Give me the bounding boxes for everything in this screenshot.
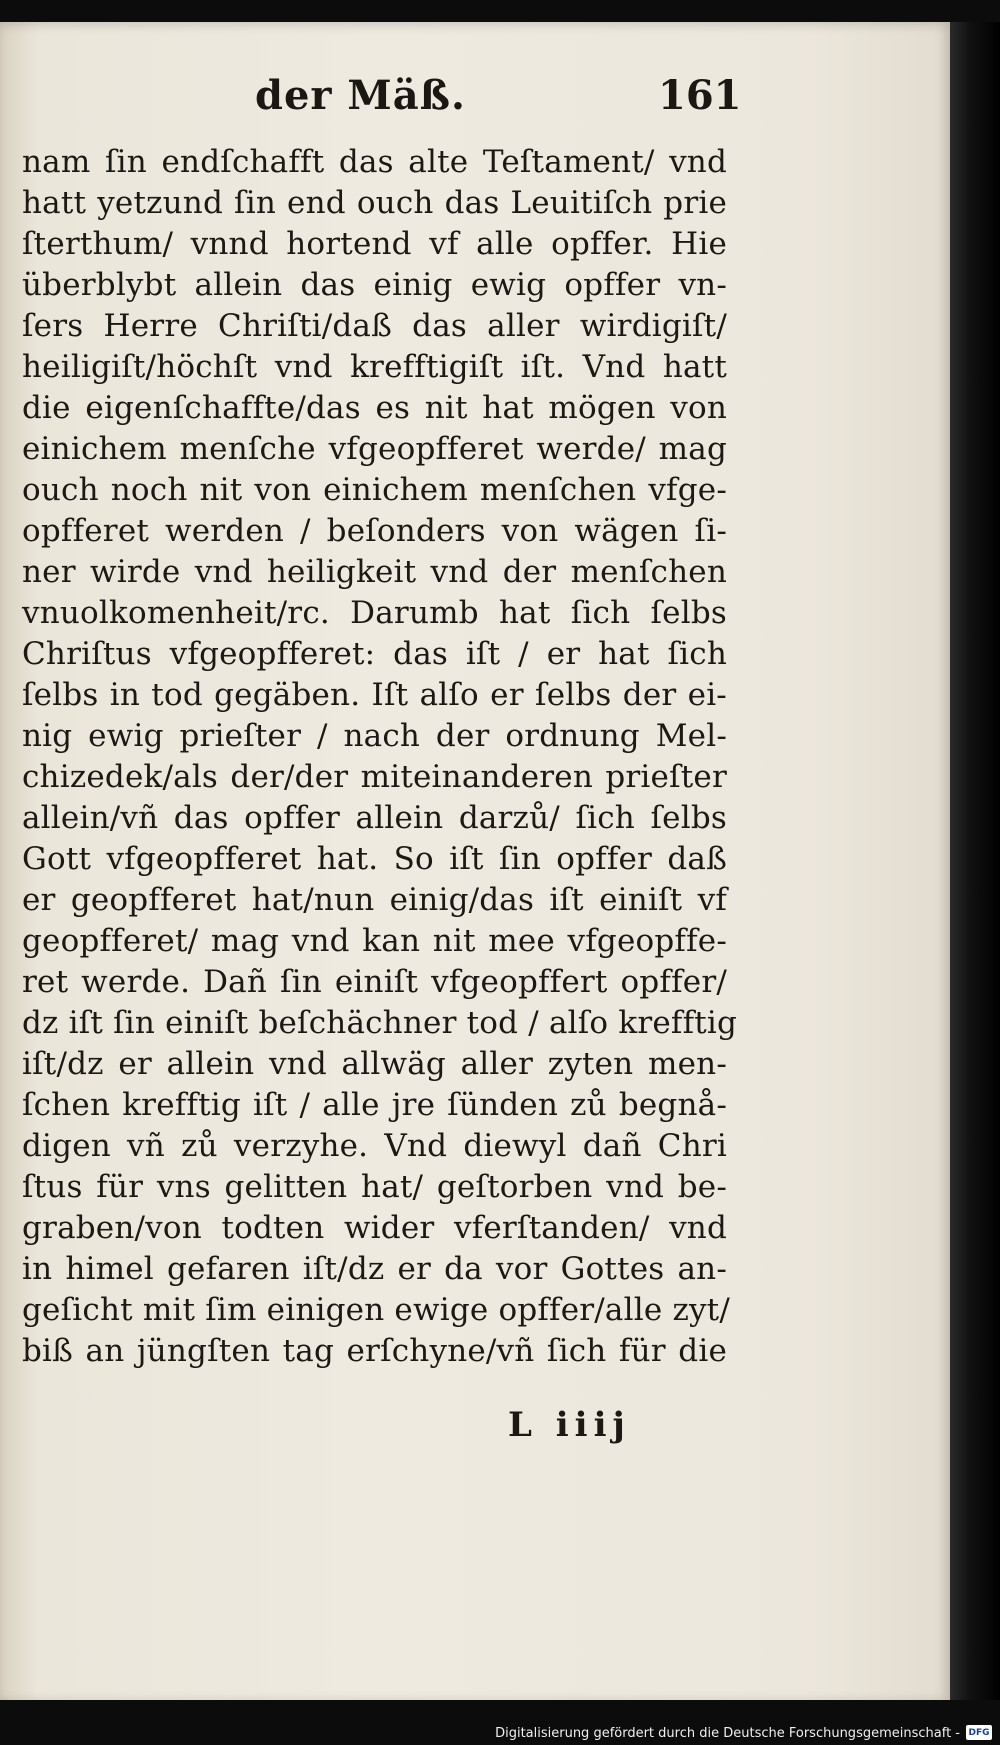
body-text — [22, 142, 738, 1372]
page-edge-shadow — [950, 22, 1000, 1700]
dfg-logo-text: DFG — [968, 1727, 990, 1738]
text-line: ſtus für vns gelitten hat/ geſtorben vnd be- — [22, 1169, 727, 1205]
text-line: allein/vñ das opffer allein darzů/ ſich ſelbs — [22, 800, 727, 836]
text-line: ſers Herre Chriſti/daß das aller wirdigiſt/ — [22, 308, 727, 344]
page-header — [0, 72, 950, 132]
page-number: 161 — [658, 72, 742, 119]
text-line: nam ſin endſchafft das alte Teſtament/ vnd — [22, 144, 727, 180]
text-line: geopfferet/ mag vnd kan nit mee vfgeopffe- — [22, 923, 727, 959]
text-line: einichem menſche vfgeopfferet werde/ mag — [22, 431, 727, 467]
running-head: der Mäß. — [255, 72, 466, 119]
text-line: heiligiſt/höchſt vnd krefftigiſt iſt. Vnd hatt — [22, 349, 727, 385]
text-line: ſchen krefftig iſt / alle jre ſünden zů begnå- — [22, 1087, 727, 1123]
text-line: nig ewig prieſter / nach der ordnung Mel- — [22, 718, 727, 754]
text-line: Gott vfgeopfferet hat. So iſt ſin opffer daß — [22, 841, 727, 877]
text-line: ſelbs in tod gegäben. Iſt alſo er ſelbs der ei- — [22, 677, 727, 713]
text-line: ſterthum/ vnnd hortend vf alle opffer. Hie — [22, 226, 727, 262]
text-line: digen vñ zů verzyhe. Vnd diewyl dañ Chri — [22, 1128, 727, 1164]
text-line: geſicht mit ſim einigen ewige opffer/alle zyt/ — [22, 1292, 730, 1328]
text-line: biß an jüngſten tag erſchyne/vñ ſich für die — [22, 1333, 727, 1369]
text-line: die eigenſchaffte/das es nit hat mögen von — [22, 390, 727, 426]
text-line: ouch noch nit von einichem menſchen vfge- — [22, 472, 727, 508]
text-line: ner wirde vnd heiligkeit vnd der menſchen — [22, 554, 727, 590]
text-line: Chriſtus vfgeopfferet: das iſt / er hat ſich — [22, 636, 727, 672]
text-line: vnuolkomenheit/rc. Darumb hat ſich ſelbs — [22, 595, 727, 631]
dfg-logo-icon — [966, 1725, 992, 1740]
text-line: er geopfferet hat/nun einig/das iſt einiſt vf — [22, 882, 727, 918]
text-line: überblybt allein das einig ewig opffer vn- — [22, 267, 727, 303]
text-line: chizedek/als der/der miteinanderen prieſter — [22, 759, 727, 795]
digitization-credit: Digitalisierung gefördert durch die Deutsche Forschungsgemeinschaft - — [495, 1726, 960, 1741]
text-line: in himel gefaren iſt/dz er da vor Gottes an- — [22, 1251, 727, 1287]
signature-mark: L iiij — [508, 1405, 631, 1445]
text-line: opfferet werden / beſonders von wägen ſi- — [22, 513, 727, 549]
text-line: graben/von todten wider vferſtanden/ vnd — [22, 1210, 727, 1246]
text-line: hatt yetzund ſin end ouch das Leuitiſch prie — [22, 185, 727, 221]
text-line: ret werde. Dañ ſin einiſt vfgeopffert opffer/ — [22, 964, 727, 1000]
text-line: dz iſt ſin einiſt beſchächner tod / alſo krefftig — [22, 1005, 738, 1041]
text-line: iſt/dz er allein vnd allwäg aller zyten men- — [22, 1046, 727, 1082]
